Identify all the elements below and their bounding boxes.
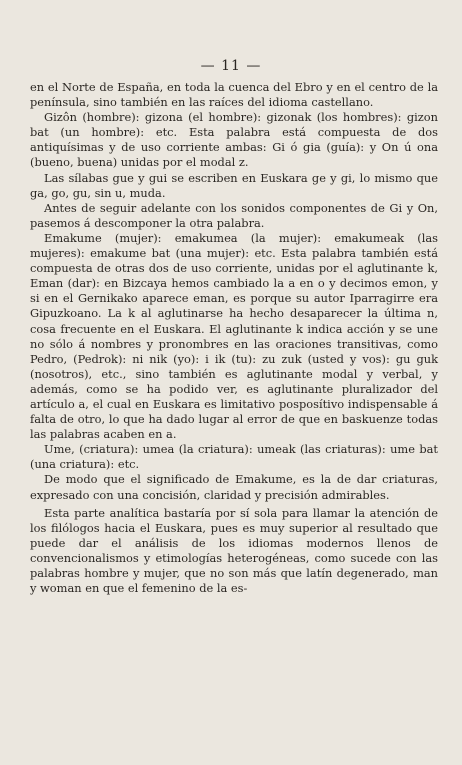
paragraph: De modo que el significado de Emakume, es la de dar criaturas, expresado con una concisión, claridad y precisión admirables. [30,472,438,502]
paragraph: en el Norte de España, en toda la cuenca del Ebro y en el centro de la península, sino también en las raíces del idioma castellano. [30,80,438,110]
page-number: — 11 — [200,58,262,74]
paragraph: Emakume (mujer): emakumea (la mujer): emakumeak (las mujeres): emakume bat (una mujer): etc. Esta palabra también está compuesta de otras dos de uso corriente, unidas por el aglutinante k, Eman (dar): en Bizcaya hemos cambiado la a en o y decimos emon, y si en el Gernikako aparece eman, es porque su autor Iparragirre era Gipuzkoano. La k al aglutinarse ha hecho desaparecer la última n, cosa frecuente en el Euskara. El aglutinante k indica acción y se une no sólo á nombres y pronombres en las oraciones transitivas, como Pedro, (Pedrok): ni nik (yo): i ik (tu): zu zuk (usted y vos): gu guk (nosotros), etc., sino también es aglutinante modal y verbal, y además, como se ha podido ver, es aglutinante pluralizador del artículo a, el cual en Euskara es limitativo posposítivo indispensable á falta de otro, lo que ha dado lugar al error de que en baskuenze todas las palabras acaben en a. [30,230,438,442]
paragraph: Antes de seguir adelante con los sonidos componentes de Gi y On, pasemos á descomponer la otra palabra. [30,200,438,230]
body-text [30,80,438,596]
paragraph: Gizôn (hombre): gizona (el hombre): gizonak (los hombres): gizon bat (un hombre): etc. Esta palabra está compuesta de dos antiquísimas y de uso corriente ambas: Gi ó gia (guía): y On ú ona (bueno, buena) unidas por el modal z. [30,110,438,170]
paragraph: Las sílabas gue y gui se escriben en Euskara ge y gi, lo mismo que ga, go, gu, sin u, muda. [30,170,438,200]
paragraph: Ume, (criatura): umea (la criatura): umeak (las criaturas): ume bat (una criatura): etc. [30,442,438,472]
paragraph: Esta parte analítica bastaría por sí sola para llamar la atención de los filólogos hacia el Euskara, pues es muy superior al resultado que puede dar el análisis de los idiomas modernos llenos de convencionalismos y etimologías heterogéneas, como sucede con las palabras hombre y mujer, que no son más que latín degenerado, man y woman en que el femenino de la es- [30,505,438,596]
